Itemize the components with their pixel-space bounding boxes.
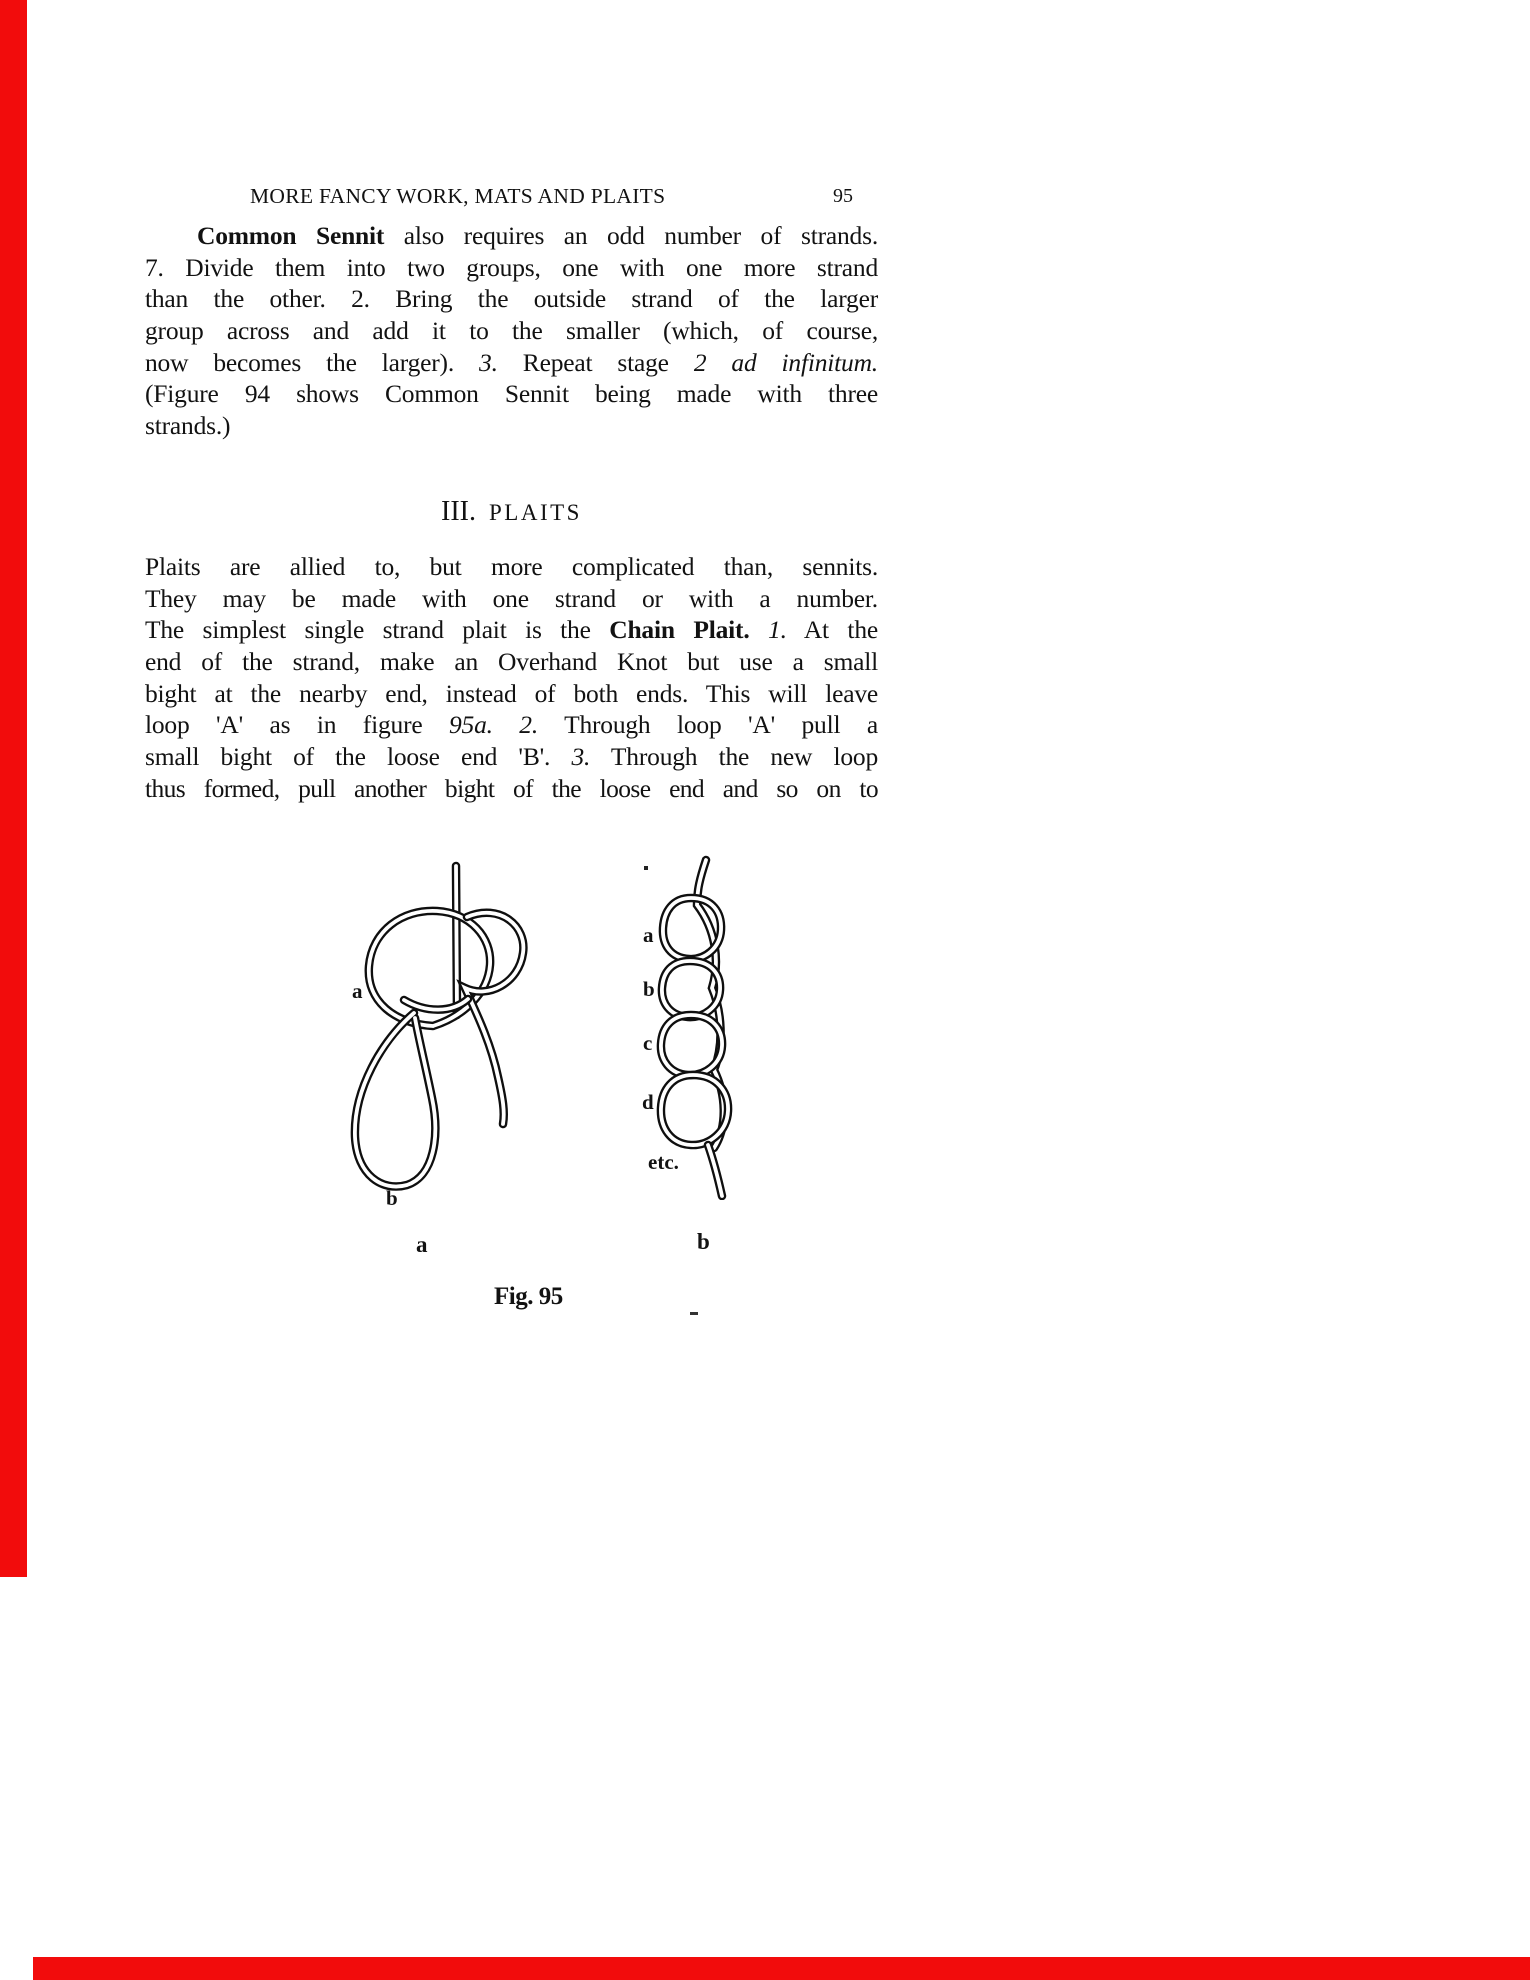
text-line — [145, 347, 878, 379]
bottom-edge-red-stripe — [33, 1957, 1530, 1980]
text-segment: thus formed, pull another bight of the loose end and so on to — [145, 773, 878, 803]
text-segment: Repeat stage — [497, 347, 694, 377]
text-segment: now becomes the larger). — [145, 347, 480, 377]
text-line — [145, 315, 878, 347]
chain-etc-label: etc. — [648, 1150, 679, 1174]
text-segment: small bight of the loose end 'B'. — [145, 742, 572, 772]
text-segment: 7. Divide them into two groups, one with one more strand — [145, 252, 878, 282]
page-number: 95 — [833, 185, 853, 207]
chain-loop-label-b: b — [643, 977, 655, 1001]
subfigure-label-b: b — [697, 1229, 710, 1254]
text-segment: loop 'A' as in figure — [145, 710, 449, 740]
text-segment: Through loop 'A' pull a — [538, 710, 878, 740]
text-segment: Common Sennit — [197, 221, 385, 250]
text-line — [145, 646, 878, 678]
text-segment: Through the new loop — [590, 742, 878, 772]
text-line — [145, 741, 878, 773]
text-segment: 1. — [768, 615, 787, 645]
text-segment: strands.) — [145, 411, 231, 441]
text-segment: bight at the nearby end, instead of both ends. This will leave — [145, 678, 878, 708]
text-segment: 3. — [479, 347, 498, 377]
text-line — [145, 773, 878, 805]
scan-artifact-dot — [644, 866, 648, 870]
text-segment: end of the strand, make an Overhand Knot but use a small — [145, 647, 878, 677]
scan-artifact-dash — [690, 1312, 698, 1315]
figure-95a-knot-drawing — [330, 855, 540, 1215]
text-segment — [750, 615, 769, 644]
text-segment: 3. — [571, 742, 591, 772]
section-heading-plaits — [145, 496, 878, 528]
text-line — [145, 410, 878, 442]
text-line — [145, 709, 878, 741]
text-segment: (Figure 94 shows Common Sennit being made with three — [145, 379, 878, 409]
figure-95b-chain-drawing — [630, 850, 740, 1200]
knot-loop-label-a: a — [352, 979, 363, 1003]
section-numeral: III. — [441, 496, 477, 527]
text-segment: group across and add it to the smaller (which, of course, — [145, 316, 878, 346]
chain-loop-label-c: c — [643, 1031, 653, 1055]
section-title: PLAITS — [489, 500, 582, 525]
text-line — [145, 220, 878, 252]
text-segment: also requires an odd number of strands. — [384, 221, 879, 250]
text-segment — [493, 710, 520, 739]
text-line — [145, 283, 878, 315]
subfigure-label-a: a — [416, 1232, 428, 1257]
text-segment: Chain Plait. — [609, 615, 750, 645]
figure-caption: Fig. 95 — [494, 1283, 563, 1310]
text-segment: At the — [786, 615, 878, 645]
text-segment: 2. — [519, 710, 539, 740]
text-segment: 95a. — [448, 710, 493, 740]
text-segment: than the other. 2. Bring the outside strand of the larger — [145, 284, 878, 314]
knot-loop-label-b: b — [386, 1186, 398, 1210]
text-line — [145, 551, 878, 583]
text-segment: They may be made with one strand or with a number. — [145, 583, 878, 613]
chain-loop-label-a: a — [643, 923, 654, 947]
text-segment: 2 ad infinitum. — [693, 347, 878, 377]
text-segment: Plaits are allied to, but more complicated than, sennits. — [145, 552, 878, 581]
paragraph-chain-plait — [145, 551, 878, 805]
text-line — [145, 378, 878, 410]
text-line — [145, 614, 878, 646]
chain-loop-label-d: d — [642, 1090, 654, 1114]
paragraph-common-sennit — [145, 220, 878, 442]
text-segment: The simplest single strand plait is the — [145, 615, 610, 645]
text-line — [145, 583, 878, 615]
left-edge-red-stripe — [0, 0, 27, 1577]
text-line — [145, 252, 878, 284]
text-line — [145, 678, 878, 710]
running-header-title: MORE FANCY WORK, MATS AND PLAITS — [250, 184, 666, 208]
